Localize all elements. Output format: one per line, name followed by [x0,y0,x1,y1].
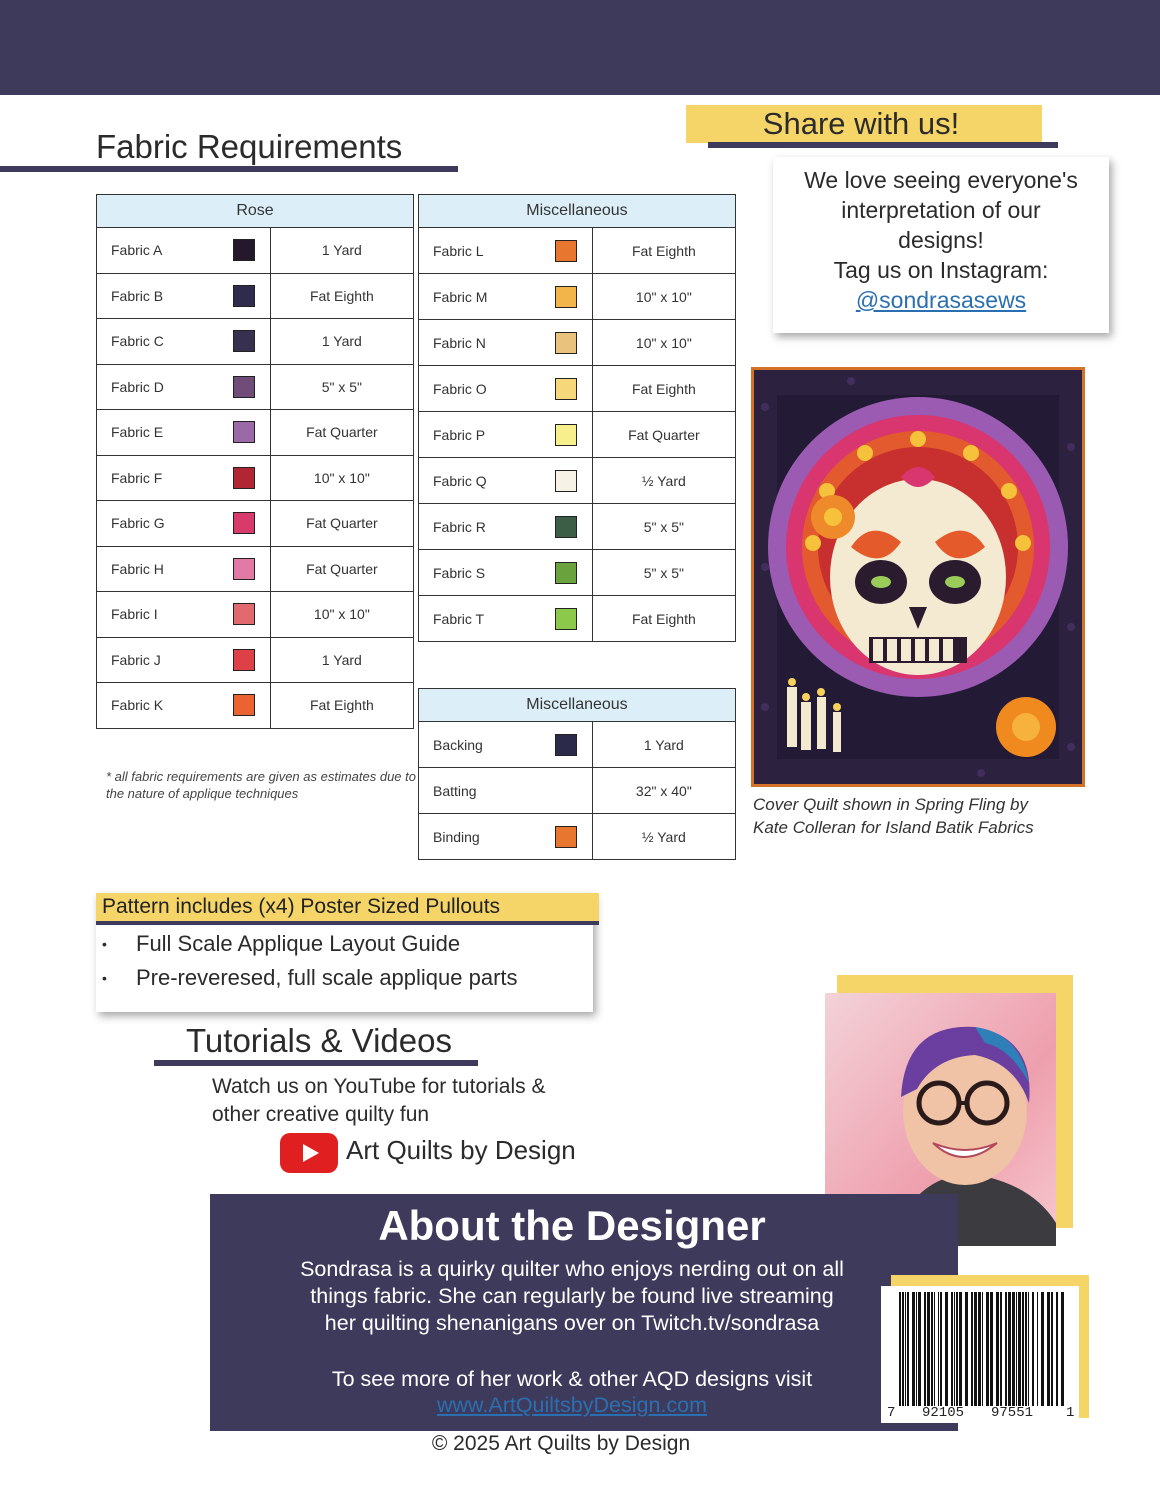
color-swatch [233,285,255,307]
barcode-bar [982,1292,983,1406]
table-row [97,319,414,365]
barcode-bar [1005,1292,1007,1406]
swatch-cell [555,504,592,550]
barcode-bar [1056,1292,1058,1406]
swatch-cell [233,592,270,638]
swatch-cell [233,455,270,501]
table-row [97,364,414,410]
fabric-amount: 1 Yard [270,637,413,683]
about-designer-bio [250,1256,894,1337]
tutorials-title-underline [154,1060,478,1066]
barcode-bar [1012,1292,1015,1406]
swatch-cell [555,274,592,320]
table-row [419,320,736,366]
color-swatch [555,516,577,538]
fabric-name: Backing [419,722,556,768]
barcode-bar [938,1292,939,1406]
fabric-name: Fabric E [97,410,234,456]
about-designer-panel [210,1194,958,1431]
barcode-bar [1025,1292,1027,1406]
share-title-underline [708,142,1058,148]
barcode-bar [934,1292,935,1406]
table-row [97,228,414,274]
barcode-bar [1037,1292,1038,1406]
fabric-title-underline [0,166,458,172]
fabric-amount: ½ Yard [592,814,735,860]
youtube-channel-link[interactable]: Art Quilts by Design [346,1135,576,1165]
swatch-cell [555,596,592,642]
color-swatch [233,694,255,716]
instagram-handle-link[interactable]: @sondrasasews [855,287,1027,313]
barcode-bar [1032,1292,1034,1406]
color-swatch [233,467,255,489]
swatch-cell [233,228,270,274]
color-swatch [555,562,577,584]
color-swatch [233,558,255,580]
table-row [97,637,414,683]
fabric-name: Fabric I [97,592,234,638]
list-item-text: Pre-reveresed, full scale applique parts [136,965,518,990]
table-row [97,455,414,501]
color-swatch [555,734,577,756]
fabric-amount: Fat Quarter [270,410,413,456]
fabric-amount: 10" x 10" [592,274,735,320]
barcode-bar [931,1292,933,1406]
fabric-footnote: * all fabric requirements are given as estimates due to the nature of applique techniques [106,769,416,801]
color-swatch [555,240,577,262]
barcode-bar [918,1292,921,1406]
tutorials-title: Tutorials & Videos [186,1022,452,1059]
barcode-bar [1000,1292,1002,1406]
barcode-bar [916,1292,917,1406]
barcode-bar [1016,1292,1017,1406]
swatch-cell [555,228,592,274]
table-row [97,410,414,456]
color-swatch [233,649,255,671]
top-banner [0,0,1160,95]
fabric-amount: Fat Eighth [592,366,735,412]
barcode-bar [954,1292,955,1406]
barcode-bar [1041,1292,1044,1406]
table-row [97,273,414,319]
fabric-name: Fabric Q [419,458,556,504]
pattern-includes-box [96,893,593,1012]
youtube-icon[interactable] [280,1133,338,1173]
fabric-name: Fabric B [97,273,234,319]
color-swatch [233,421,255,443]
misc-supplies-table [418,688,736,860]
table-row [97,546,414,592]
table-row [419,768,736,814]
fabric-amount: Fat Quarter [592,412,735,458]
barcode-bar [927,1292,930,1406]
fabric-requirements-title: Fabric Requirements [96,128,403,165]
table-row [97,683,414,729]
bio-line: things fabric. She can regularly be found live streaming [310,1284,834,1308]
table-row [419,814,736,860]
color-swatch [233,603,255,625]
barcode-bar [945,1292,948,1406]
share-text-line: Tag us on Instagram: [833,257,1049,283]
fabric-name: Fabric A [97,228,234,274]
tutorials-text-line: other creative quilty fun [212,1103,430,1126]
misc-fabric-table [418,194,736,642]
table-row [419,228,736,274]
fabric-name: Fabric M [419,274,556,320]
barcode [881,1286,1079,1423]
color-swatch [555,470,577,492]
misc-table-header: Miscellaneous [419,195,736,228]
swatch-cell [555,458,592,504]
rose-fabric-table [96,194,414,729]
share-box [773,157,1109,333]
fabric-amount: 1 Yard [270,228,413,274]
barcode-bar [912,1292,915,1406]
fabric-amount: Fat Quarter [270,501,413,547]
swatch-cell [555,412,592,458]
barcode-bar [1051,1292,1053,1406]
swatch-cell [233,319,270,365]
color-swatch [233,239,255,261]
table-row [419,550,736,596]
cover-quilt-image [751,367,1085,787]
swatch-cell [555,722,592,768]
table-row [419,596,736,642]
fabric-name: Fabric F [97,455,234,501]
barcode-digit: 7 [887,1405,896,1421]
fabric-amount: Fat Eighth [270,273,413,319]
list-item-text: Full Scale Applique Layout Guide [136,931,461,956]
fabric-amount: ½ Yard [592,458,735,504]
fabric-amount: 10" x 10" [592,320,735,366]
fabric-amount: Fat Eighth [592,596,735,642]
color-swatch [555,332,577,354]
share-title: Share with us! [762,106,960,141]
fabric-name: Fabric K [97,683,234,729]
fabric-amount: 10" x 10" [270,455,413,501]
fabric-name: Fabric C [97,319,234,365]
cover-caption [753,793,1083,839]
swatch-cell [233,273,270,319]
about-more-text: To see more of her work & other AQD designs visit [331,1367,813,1391]
barcode-bar [1028,1292,1029,1406]
barcode-bar [996,1292,999,1406]
swatch-cell [233,364,270,410]
table-row [419,366,736,412]
barcode-bar [959,1292,962,1406]
color-swatch [233,330,255,352]
copyright-text: © 2025 Art Quilts by Design [431,1432,691,1455]
swatch-cell [233,637,270,683]
swatch-cell [555,814,592,860]
website-link[interactable]: www.ArtQuiltsbyDesign.com [436,1393,708,1417]
barcode-digit: 97551 [991,1405,1034,1421]
fabric-name: Fabric H [97,546,234,592]
misc-supplies-header: Miscellaneous [419,689,736,722]
color-swatch [555,608,577,630]
barcode-bar [978,1292,981,1406]
barcode-bar [971,1292,973,1406]
fabric-name: Fabric G [97,501,234,547]
barcode-bar [986,1292,989,1406]
fabric-amount: 1 Yard [592,722,735,768]
barcode-bar [907,1292,909,1406]
caption-line: Kate Colleran for Island Batik Fabrics [753,818,1034,837]
fabric-name: Binding [419,814,556,860]
fabric-name: Fabric R [419,504,556,550]
fabric-name: Fabric L [419,228,556,274]
share-text-line: We love seeing everyone's [804,167,1078,193]
swatch-cell [233,410,270,456]
table-row [97,592,414,638]
swatch-cell [233,501,270,547]
color-swatch [555,826,577,848]
tutorials-text [212,1073,612,1129]
list-item [96,927,518,961]
fabric-name: Fabric T [419,596,556,642]
fabric-amount: 10" x 10" [270,592,413,638]
swatch-cell [555,768,592,814]
fabric-name: Batting [419,768,556,814]
table-row [419,504,736,550]
fabric-amount: 5" x 5" [592,550,735,596]
swatch-cell [555,366,592,412]
swatch-cell [555,320,592,366]
table-row [419,274,736,320]
barcode-bar [965,1292,968,1406]
fabric-amount: Fat Quarter [270,546,413,592]
barcode-bar [902,1292,904,1406]
fabric-name: Fabric O [419,366,556,412]
fabric-amount: Fat Eighth [270,683,413,729]
swatch-cell [233,683,270,729]
about-designer-title: About the Designer [378,1202,766,1249]
barcode-digit: 92105 [922,1405,965,1421]
pattern-includes-list [96,927,518,995]
fabric-amount: 1 Yard [270,319,413,365]
table-row [419,458,736,504]
fabric-name: Fabric S [419,550,556,596]
table-row [419,412,736,458]
fabric-name: Fabric P [419,412,556,458]
color-swatch [233,512,255,534]
fabric-amount: 5" x 5" [592,504,735,550]
bullet-icon: • [102,936,107,952]
fabric-name: Fabric N [419,320,556,366]
barcode-bar [1022,1292,1024,1406]
fabric-name: Fabric J [97,637,234,683]
caption-line: Cover Quilt shown in Spring Fling by [753,795,1028,814]
share-text-line: interpretation of our [841,197,1041,223]
color-swatch [555,424,577,446]
barcode-bar [1047,1292,1050,1406]
fabric-amount: 32" x 40" [592,768,735,814]
barcode-bar [951,1292,953,1406]
bullet-icon: • [102,970,107,986]
fabric-name: Fabric D [97,364,234,410]
table-row [419,722,736,768]
share-text-line: designs! [898,227,984,253]
barcode-bar [899,1292,901,1406]
barcode-digit: 1 [1066,1405,1075,1421]
fabric-amount: Fat Eighth [592,228,735,274]
barcode-bar [924,1292,926,1406]
barcode-bar [1018,1292,1021,1406]
barcode-bar [990,1292,993,1406]
bio-line: Sondrasa is a quirky quilter who enjoys nerding out on all [300,1257,844,1281]
swatch-cell [555,550,592,596]
color-swatch [233,376,255,398]
pattern-includes-header: Pattern includes (x4) Poster Sized Pullouts [96,893,599,925]
barcode-bar [956,1292,958,1406]
list-item [96,961,518,995]
barcode-bar [1061,1292,1064,1406]
tutorials-text-line: Watch us on YouTube for tutorials & [212,1075,546,1098]
barcode-bar [1008,1292,1011,1406]
table-row [97,501,414,547]
rose-table-header: Rose [97,195,414,228]
bio-line: her quilting shenanigans over on Twitch.tv/sondrasa [324,1311,820,1335]
barcode-bar [905,1292,906,1406]
barcode-bar [940,1292,942,1406]
barcode-bar [974,1292,977,1406]
color-swatch [555,286,577,308]
copyright [0,1432,1160,1456]
fabric-amount: 5" x 5" [270,364,413,410]
color-swatch [555,378,577,400]
swatch-cell [233,546,270,592]
